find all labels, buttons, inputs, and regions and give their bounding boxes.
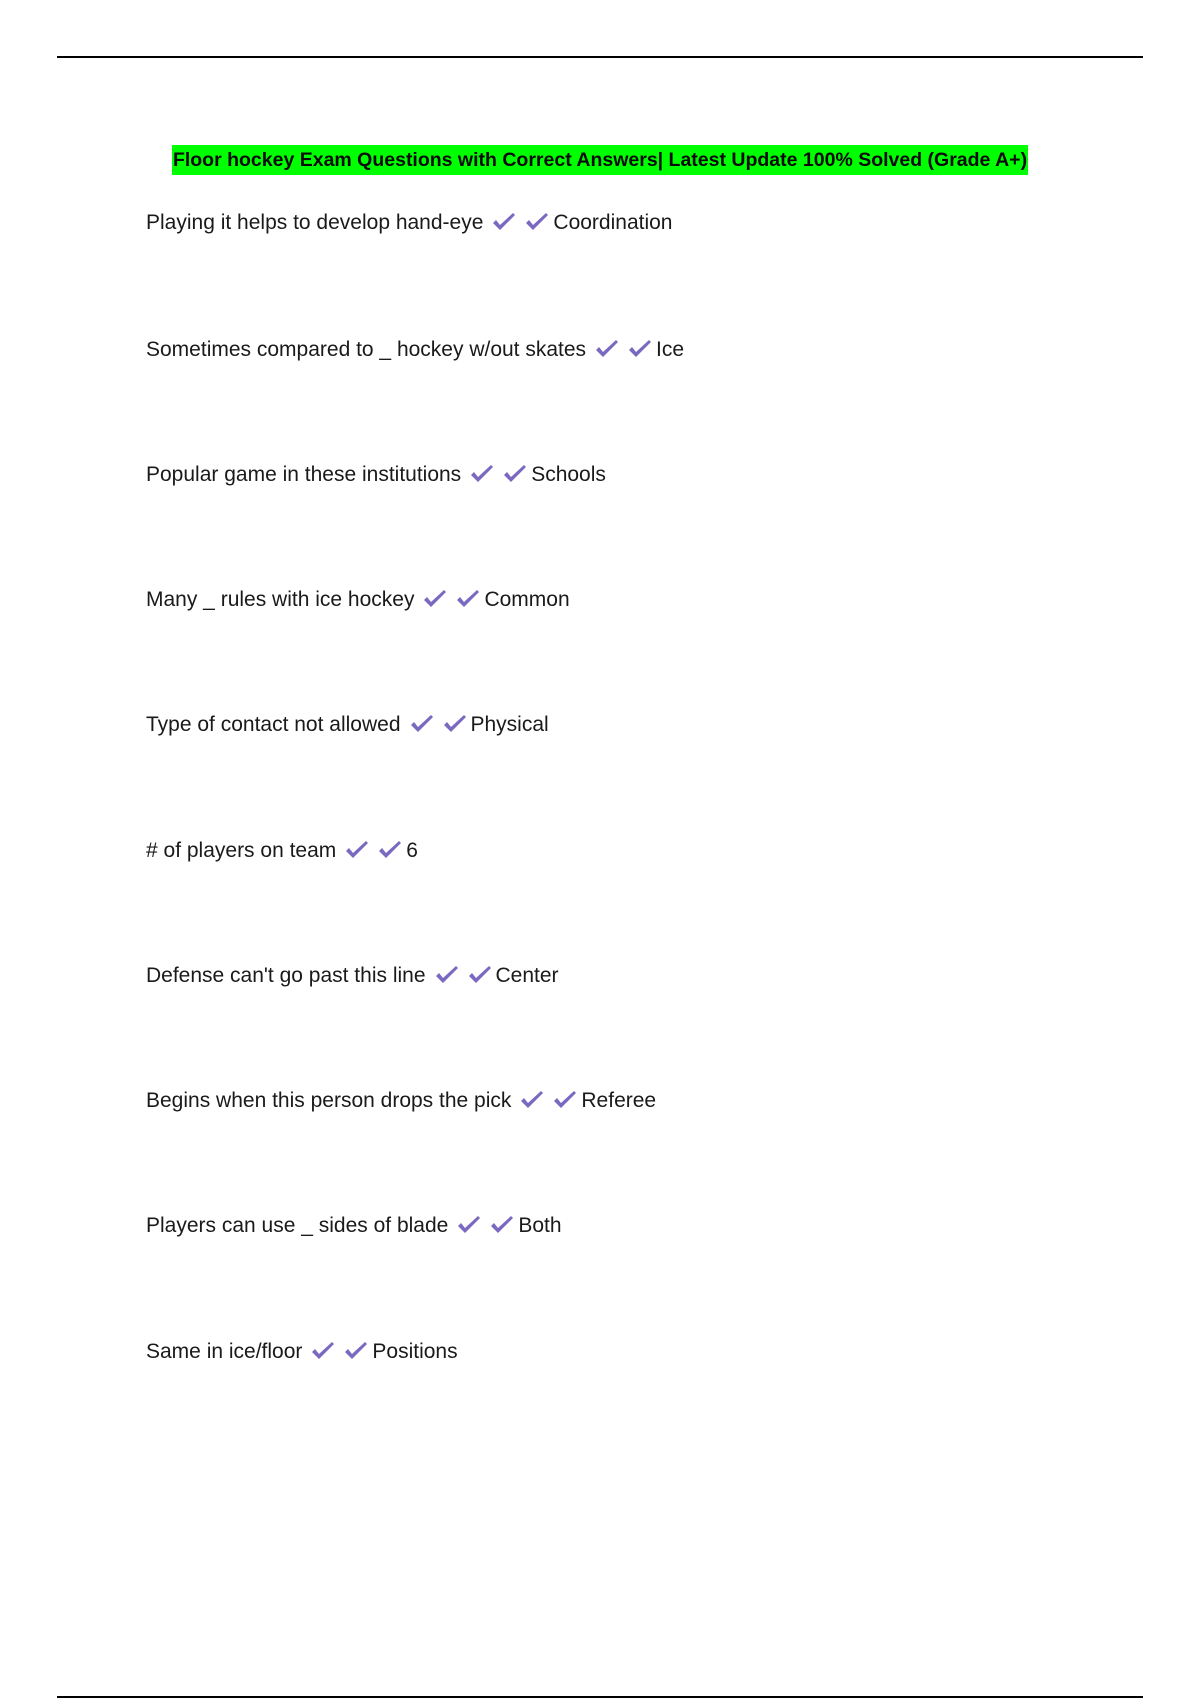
- checkmark-icon: [627, 339, 653, 361]
- answer-text: Common: [484, 588, 570, 611]
- qa-item: [146, 1086, 656, 1116]
- checkmark-icon: [442, 714, 468, 736]
- qa-item: [146, 1337, 458, 1367]
- checkmark-icon: [343, 1341, 369, 1363]
- checkmark-icon: [455, 589, 481, 611]
- qa-item: [146, 585, 570, 615]
- checkmark-icon: [456, 1215, 482, 1237]
- checkmark-icon: [422, 589, 448, 611]
- question-text: # of players on team: [146, 839, 337, 862]
- checkmark-icon: [467, 965, 493, 987]
- qa-item: [146, 208, 673, 238]
- checkmark-icon: [489, 1215, 515, 1237]
- question-text: Players can use _ sides of blade: [146, 1214, 449, 1237]
- checkmark-icon: [344, 840, 370, 862]
- qa-item: [146, 836, 418, 866]
- question-text: Same in ice/floor: [146, 1340, 303, 1363]
- answer-text: Positions: [372, 1340, 458, 1363]
- question-text: Many _ rules with ice hockey: [146, 588, 415, 611]
- answer-text: Coordination: [553, 211, 673, 234]
- checkmark-icon: [491, 212, 517, 234]
- top-rule: [57, 56, 1143, 58]
- question-text: Playing it helps to develop hand-eye: [146, 211, 484, 234]
- qa-item: [146, 961, 559, 991]
- question-text: Popular game in these institutions: [146, 463, 462, 486]
- question-text: Type of contact not allowed: [146, 713, 401, 736]
- answer-text: Schools: [531, 463, 606, 486]
- checkmark-icon: [310, 1341, 336, 1363]
- qa-item: [146, 1211, 562, 1241]
- answer-text: Physical: [470, 713, 549, 736]
- question-text: Defense can't go past this line: [146, 964, 426, 987]
- checkmark-icon: [377, 840, 403, 862]
- answer-text: Center: [495, 964, 559, 987]
- question-text: Sometimes compared to _ hockey w/out skates: [146, 338, 587, 361]
- checkmark-icon: [524, 212, 550, 234]
- qa-item: [146, 335, 684, 365]
- checkmark-icon: [502, 464, 528, 486]
- qa-item: [146, 460, 606, 490]
- answer-text: Both: [518, 1214, 562, 1237]
- bottom-rule: [57, 1696, 1143, 1698]
- question-text: Begins when this person drops the pick: [146, 1089, 512, 1112]
- answer-text: 6: [406, 839, 418, 862]
- checkmark-icon: [469, 464, 495, 486]
- document-title: Floor hockey Exam Questions with Correct Answers| Latest Update 100% Solved (Grade A+): [172, 145, 1028, 175]
- title-container: [0, 145, 1200, 175]
- answer-text: Ice: [656, 338, 685, 361]
- checkmark-icon: [519, 1090, 545, 1112]
- checkmark-icon: [409, 714, 435, 736]
- checkmark-icon: [552, 1090, 578, 1112]
- checkmark-icon: [594, 339, 620, 361]
- checkmark-icon: [434, 965, 460, 987]
- answer-text: Referee: [581, 1089, 657, 1112]
- qa-item: [146, 710, 549, 740]
